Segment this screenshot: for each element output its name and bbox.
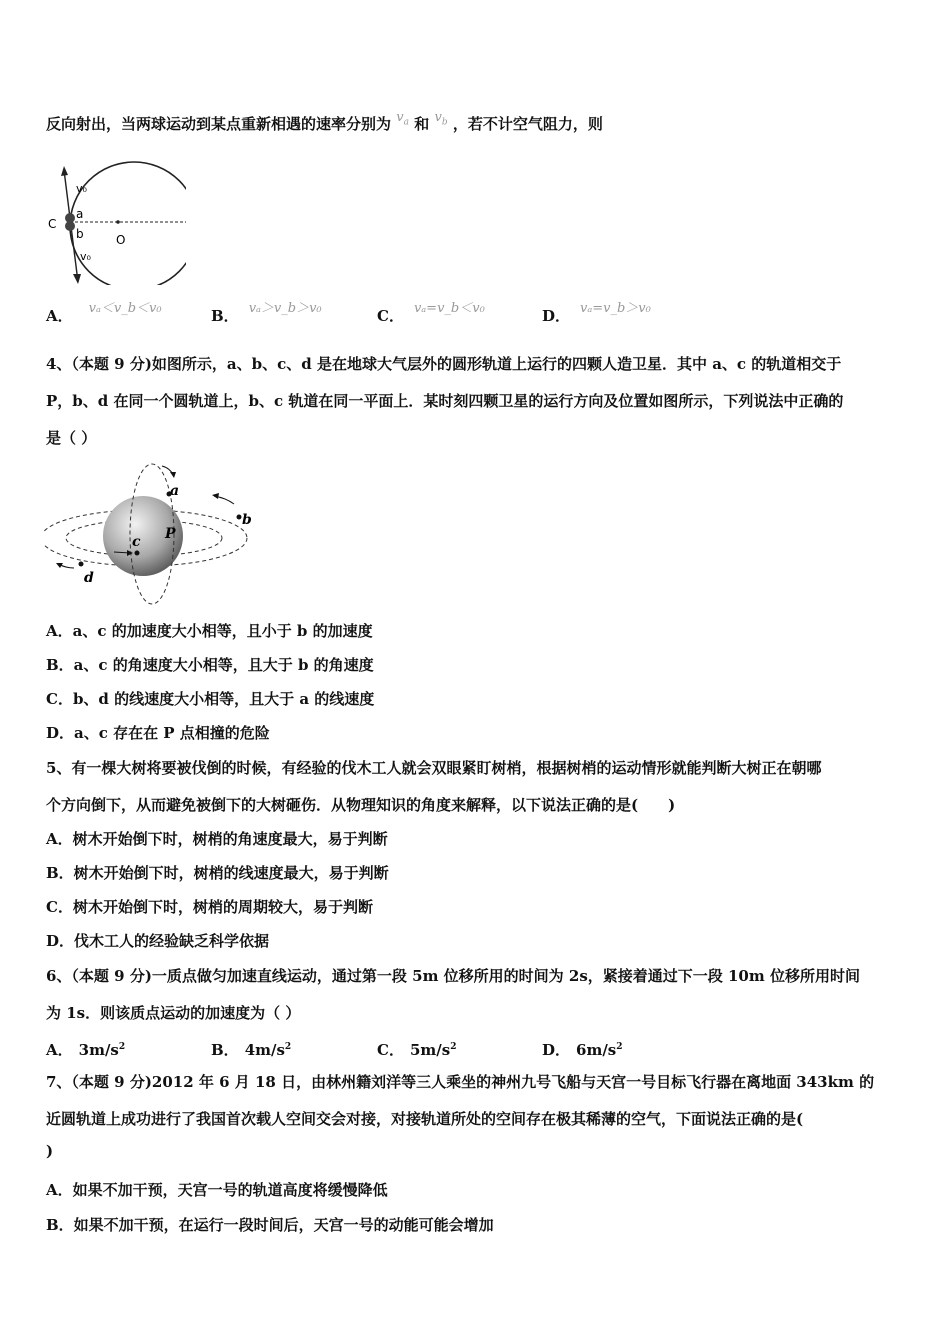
q3-tail-line <box>46 110 603 141</box>
q4-sat-c <box>135 551 140 556</box>
q3-and: 和 <box>414 115 430 133</box>
q3-option-b[interactable]: B． vₐ＞v_b＞v₀ <box>211 301 322 325</box>
q3-label-o: O <box>116 233 126 247</box>
q5-option-d[interactable]: D．伐木工人的经验缺乏科学依据 <box>46 932 270 950</box>
q4-label-p: P <box>165 526 176 542</box>
q4-option-d[interactable]: D．a、c 存在在 P 点相撞的危险 <box>46 724 270 742</box>
q6-line-1: 6、（本题 9 分)一质点做匀加速直线运动，通过第一段 5m 位移所用的时间为 2s，紧接着通过下一段 10m 位移所用时间 <box>46 967 860 985</box>
q6-option-a[interactable]: A． $3m/s^2$ <box>46 1041 126 1059</box>
q3-label-c: C <box>48 217 57 231</box>
q3-label-b: b <box>76 227 84 241</box>
q4-sat-d <box>79 562 84 567</box>
q3-label-a: a <box>76 207 84 221</box>
q6-option-d[interactable]: D． $6m/s^2$ <box>542 1041 623 1059</box>
q7-option-b[interactable]: B．如果不加干预，在运行一段时间后，天宫一号的动能可能会增加 <box>46 1216 494 1234</box>
q3-vb: $v_b$ <box>434 110 448 128</box>
q4-label-d: d <box>84 570 94 586</box>
q4-label-c: c <box>132 534 141 550</box>
q7-line-1: 7、（本题 9 分)2012 年 6 月 18 日，由林州籍刘洋等三人乘坐的神州九号飞船与天宫一号目标飞行器在离地面 343km 的 <box>46 1073 875 1091</box>
q4-label-a: a <box>170 483 180 499</box>
q5-line-1: 5、有一棵大树将要被伐倒的时候，有经验的伐木工人就会双眼紧盯树梢，根据树梢的运动情形就能判断大树正在朝哪 <box>46 759 822 777</box>
q5-option-b[interactable]: B．树木开始倒下时，树梢的线速度最大，易于判断 <box>46 864 389 882</box>
q3-option-d[interactable]: D． vₐ=v_b＞v₀ <box>542 301 651 325</box>
q4-option-a[interactable]: A．a、c 的加速度大小相等，且小于 b 的加速度 <box>46 622 373 640</box>
q3-center-dot <box>116 220 120 224</box>
q7-line-3: ) <box>46 1142 54 1160</box>
q4-option-b[interactable]: B．a、c 的角速度大小相等，且大于 b 的角速度 <box>46 656 374 674</box>
q4-figure <box>44 460 264 608</box>
q4-line-2: P，b、d 在同一个圆轨道上，b、c 轨道在同一平面上．某时刻四颗卫星的运行方向及位置如图所示，下列说法中正确的 <box>46 392 844 410</box>
q3-ball-b <box>65 221 75 231</box>
q7-option-a[interactable]: A．如果不加干预，天宫一号的轨道高度将缓慢降低 <box>46 1181 388 1199</box>
q4-sat-b <box>237 515 242 520</box>
q3-label-v0-bottom: v₀ <box>80 250 91 263</box>
q3-tail-text: 反向射出，当两球运动到某点重新相遇的速率分别为 <box>46 115 392 133</box>
q3-label-v0-top: v₀ <box>76 182 87 195</box>
q4-line-3: 是（ ） <box>46 429 97 447</box>
q6-line-2: 为 1s．则该质点运动的加速度为（ ） <box>46 1004 301 1022</box>
q6-option-b[interactable]: B． $4m/s^2$ <box>211 1041 292 1059</box>
q3-end-text: ，若不计空气阻力，则 <box>452 115 603 133</box>
q3-option-c[interactable]: C． vₐ=v_b＜v₀ <box>377 301 485 325</box>
q5-line-2: 个方向倒下，从而避免被倒下的大树砸伤．从物理知识的角度来解释，以下说法正确的是( ) <box>46 796 676 814</box>
q3-figure <box>46 160 186 285</box>
q6-option-c[interactable]: C． $5m/s^2$ <box>377 1041 457 1059</box>
q3-option-a[interactable]: A． vₐ＜v_b＜v₀ <box>46 301 162 325</box>
q3-down-arrow <box>73 274 81 284</box>
q3-va: $v_a$ <box>396 110 409 128</box>
q3-up-arrow <box>61 166 68 176</box>
q4-option-c[interactable]: C．b、d 的线速度大小相等，且大于 a 的线速度 <box>46 690 375 708</box>
q4-label-b: b <box>242 512 252 528</box>
q5-option-c[interactable]: C．树木开始倒下时，树梢的周期较大，易于判断 <box>46 898 373 916</box>
q5-option-a[interactable]: A．树木开始倒下时，树梢的角速度最大，易于判断 <box>46 830 388 848</box>
q4-line-1: 4、（本题 9 分)如图所示，a、b、c、d 是在地球大气层外的圆形轨道上运行的四颗人造卫星．其中 a、c 的轨道相交于 <box>46 355 842 373</box>
q3-circle <box>70 162 186 285</box>
q7-line-2: 近圆轨道上成功进行了我国首次载人空间交会对接，对接轨道所处的空间存在极其稀薄的空气，下面说法正确的是( <box>46 1110 804 1128</box>
